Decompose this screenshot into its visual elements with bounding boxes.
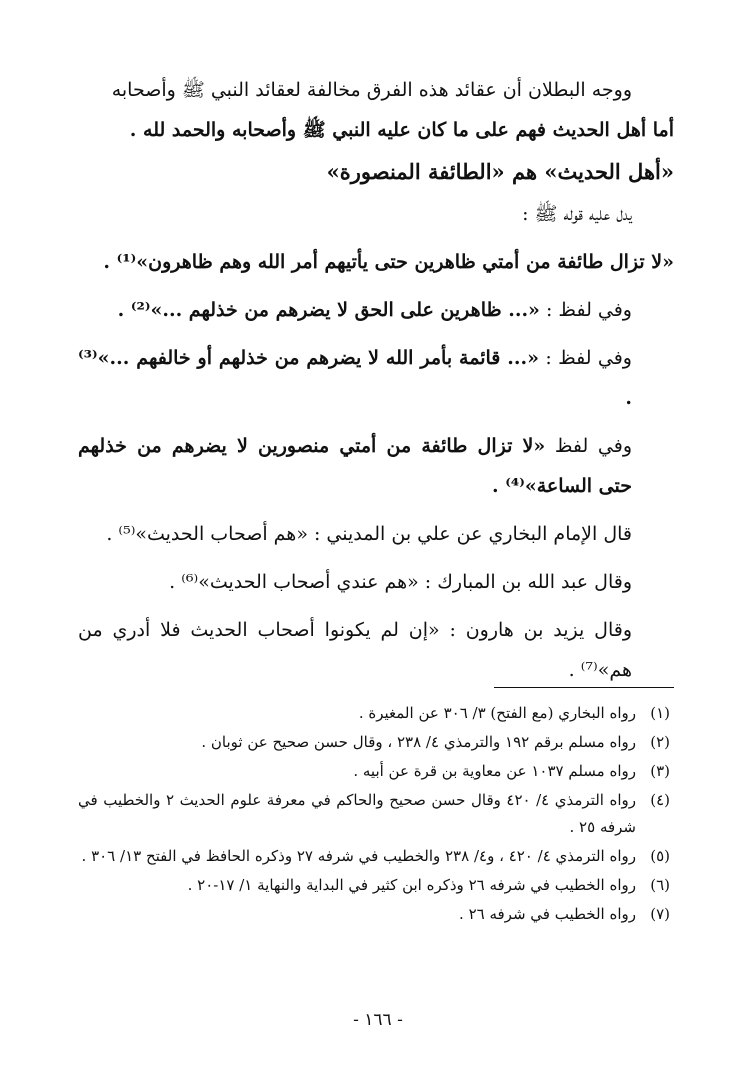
footnote-text: رواه مسلم برقم ١٩٢ والترمذي ٤/ ٢٣٨ ، وقال حسن صحيح عن ثوبان .: [201, 733, 636, 751]
paragraph-2: أما أهل الحديث فهم على ما كان عليه النبي ﷺ وأصحابه والحمد لله .: [129, 119, 674, 141]
footnote-text: رواه الترمذي ٤/ ٤٢٠ وقال حسن صحيح والحاكم في معرفة علوم الحديث ٢ والخطيب في شرفه ٢٥ .: [78, 791, 637, 836]
footnote-2: [78, 729, 670, 756]
footnote-1: [78, 700, 670, 727]
paragraph-5: [78, 290, 674, 330]
paragraph-8: قال الإمام البخاري عن علي بن المديني : «هم أصحاب الحديث»⁽⁵⁾ .: [106, 523, 632, 545]
footnote-separator: [494, 687, 674, 688]
paragraph-3: يدل عليه قوله ﷺ :: [522, 203, 632, 225]
paragraph-7: [78, 426, 674, 506]
paragraph-10: وقال يزيد بن هارون : «إن لم يكونوا أصحاب الحديث فلا أدري من هم»⁽⁷⁾ .: [78, 619, 632, 681]
footnote-number: (٤): [650, 791, 670, 809]
paragraph-6: [78, 338, 674, 418]
wording-prefix: وفي لفظ :: [539, 347, 632, 369]
page-number: - ١٦٦ -: [353, 1010, 403, 1030]
hadith-3: «... قائمة بأمر الله لا يضرهم من خذلهم أو خالفهم ...»⁽³⁾ .: [78, 347, 632, 409]
paragraph-1: ووجه البطلان أن عقائد هذه الفرق مخالفة لعقائد النبي ﷺ وأصحابه: [111, 79, 632, 101]
footnote-5: [78, 843, 670, 870]
footnote-number: (٣): [650, 762, 670, 780]
wording-prefix: وفي لفظ :: [539, 299, 632, 321]
footnote-3: [78, 758, 670, 785]
footnote-number: (٧): [650, 905, 670, 923]
footnote-number: (٥): [650, 847, 670, 865]
footnote-text: رواه البخاري (مع الفتح) ٣/ ٣٠٦ عن المغيرة .: [358, 704, 636, 722]
footnote-7: [78, 901, 670, 928]
hadith-1: «لا تزال طائفة من أمتي ظاهرين حتى يأتيهم أمر الله وهم ظاهرون»⁽¹⁾ .: [103, 251, 674, 273]
footnote-number: (٢): [650, 733, 670, 751]
main-text: [78, 70, 674, 690]
section-heading: «أهل الحديث» هم «الطائفة المنصورة»: [326, 159, 674, 184]
wording-prefix: وفي لفظ: [545, 435, 632, 457]
hadith-2: «... ظاهرين على الحق لا يضرهم من خذلهم ...»⁽²⁾ .: [117, 299, 540, 321]
footnote-4: [78, 787, 670, 841]
hadith-4: «لا تزال طائفة من أمتي منصورين لا يضرهم من خذلهم حتى الساعة»⁽⁴⁾ .: [78, 435, 632, 497]
footnote-6: [78, 872, 670, 899]
footnote-text: رواه مسلم ١٠٣٧ عن معاوية بن قرة عن أبيه .: [353, 762, 636, 780]
footnote-text: رواه الترمذي ٤/ ٤٢٠ ، و٤/ ٢٣٨ والخطيب في شرفه ٢٧ وذكره الحافظ في الفتح ١٣/ ٣٠٦ .: [81, 847, 636, 865]
paragraph-9: وقال عبد الله بن المبارك : «هم عندي أصحاب الحديث»⁽⁶⁾ .: [169, 571, 632, 593]
footnote-number: (٦): [650, 876, 670, 894]
footnotes-list: [78, 700, 670, 930]
footnote-text: رواه الخطيب في شرفه ٢٦ .: [459, 905, 636, 923]
footnote-number: (١): [650, 704, 670, 722]
footnote-text: رواه الخطيب في شرفه ٢٦ وذكره ابن كثير في البداية والنهاية ١/ ١٧-٢٠ .: [187, 876, 636, 894]
